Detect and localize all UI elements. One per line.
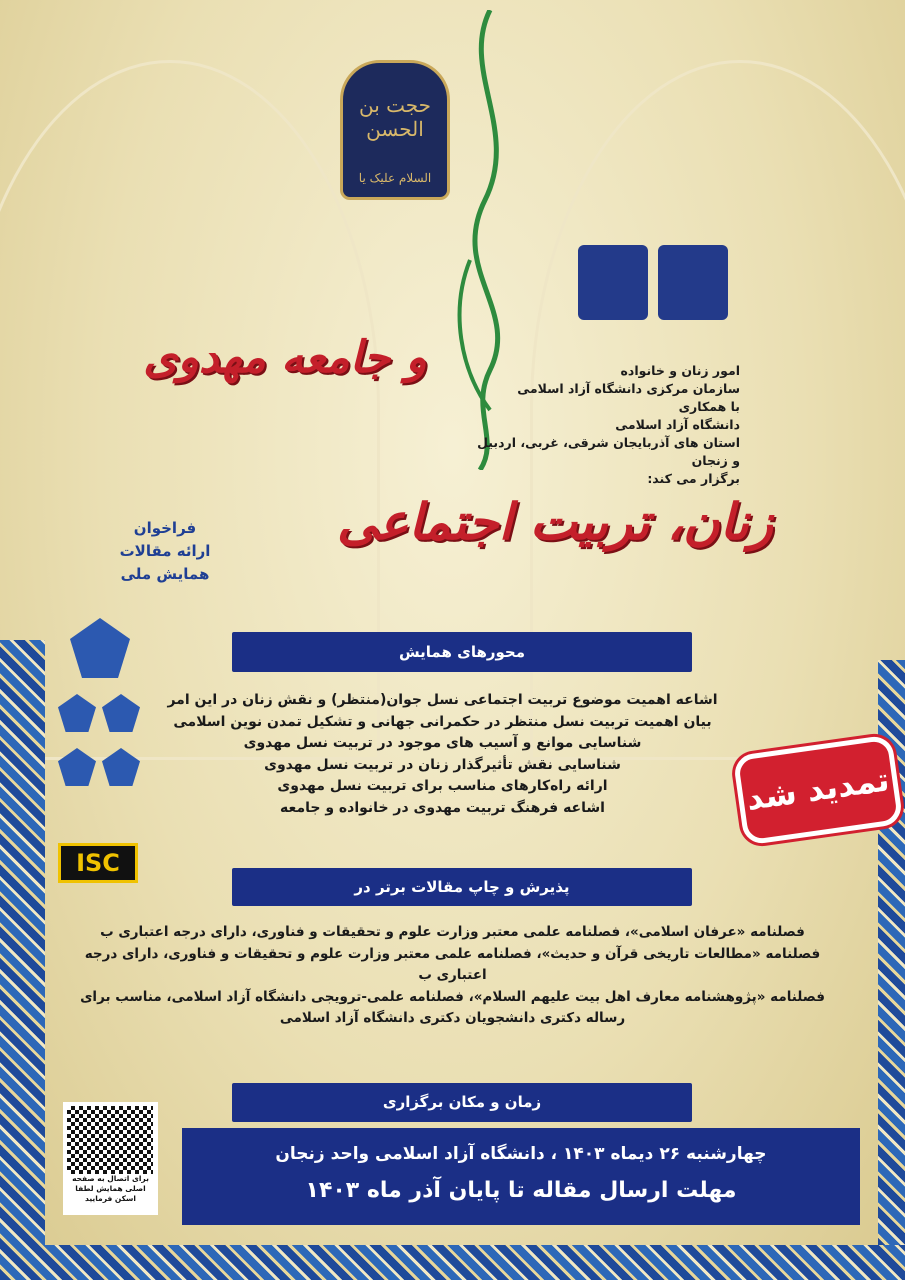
- topic-item: شناسایی نقش تأثیرگذار زنان در تربیت نسل مهدوی: [264, 756, 621, 773]
- tile-border-left: [0, 640, 45, 1280]
- journals-list: [80, 922, 825, 1030]
- qr-code[interactable]: [63, 1102, 158, 1215]
- organizer-logos: [578, 245, 728, 320]
- topic-item: ارائه راه‌کارهای مناسب برای تربیت نسل مهدوی: [277, 778, 608, 794]
- partner-logo: [58, 748, 96, 786]
- badge-greeting: السلام علیک یا: [358, 171, 432, 185]
- organizer-line: برگزار می کند:: [647, 471, 740, 486]
- title-line-1: و جامعه مهدوی: [143, 332, 427, 383]
- organizer-line: استان های آذربایجان شرقی، غربی، اردبیل و زنجان: [477, 435, 740, 468]
- topic-item: اشاعه فرهنگ تربیت مهدوی در خانواده و جامعه: [280, 799, 605, 816]
- partner-logo: [102, 694, 140, 732]
- extended-stamp: تمدید شد: [733, 734, 904, 845]
- topics-heading: محورهای همایش: [232, 632, 692, 672]
- call-line: ارائه مقالات: [119, 542, 211, 560]
- organizer-line: با همکاری: [678, 399, 740, 414]
- publish-heading: پذیرش و چاپ مقالات برتر در: [232, 868, 692, 906]
- azad-university-logo: [578, 245, 648, 320]
- call-for-papers: [100, 517, 230, 586]
- topic-item: بیان اهمیت تربیت نسل منتظر در حکمرانی جهانی و تشکیل تمدن نوین اسلامی: [173, 713, 712, 730]
- partner-logo: [70, 618, 130, 678]
- submission-deadline: مهلت ارسال مقاله تا پایان آذر ماه ۱۴۰۳: [305, 1178, 737, 1203]
- qr-caption: برای اتصال به صفحه اصلی همایش لطفا اسکن فرمایید: [72, 1174, 149, 1203]
- mahdaviat-secretariat-logo: [658, 245, 728, 320]
- venue-heading: زمان و مکان برگزاری: [232, 1083, 692, 1122]
- partner-logo: [102, 748, 140, 786]
- journal-item: فصلنامه «عرفان اسلامی»، فصلنامه علمی معتبر وزارت علوم و تحقیقات و فناوری، دارای درجه اعتباری ب: [100, 924, 805, 940]
- venue-box: [182, 1128, 860, 1225]
- partner-logo: [58, 694, 96, 732]
- call-line: همایش ملی: [120, 565, 210, 583]
- call-line: فراخوان: [133, 519, 197, 537]
- journal-item: فصلنامه «مطالعات تاریخی قرآن و حدیث»، فصلنامه علمی معتبر وزارت علوم و تحقیقات و فناوری، دارای درجه اعتباری ب: [84, 945, 821, 983]
- organizer-line: دانشگاه آزاد اسلامی: [615, 417, 740, 432]
- date-location: چهارشنبه ۲۶ دیماه ۱۴۰۳ ، دانشگاه آزاد اسلامی واحد زنجان: [275, 1144, 767, 1164]
- badge-name: حجت بن الحسن: [358, 93, 432, 141]
- tile-border-bottom: [0, 1245, 905, 1280]
- organizer-line: امور زنان و خانواده: [620, 363, 740, 378]
- title-line-2: زنان، تربیت اجتماعی: [336, 492, 774, 551]
- journal-item: فصلنامه «پژوهشنامه معارف اهل بیت علیهم السلام»، فصلنامه علمی-ترویجی دانشگاه آزاد اسلامی، مناسب برای رساله دکتری دانشجویان دکتری دانشگاه آزاد اسلامی: [80, 988, 825, 1026]
- qr-code-image[interactable]: [67, 1106, 153, 1174]
- topics-list: [160, 690, 725, 819]
- organizer-line: سازمان مرکزی دانشگاه آزاد اسلامی: [517, 381, 740, 396]
- topic-item: شناسایی موانع و آسیب های موجود در تربیت نسل مهدوی: [243, 735, 642, 751]
- organizers-text: [470, 362, 890, 488]
- isc-logo: ISC: [58, 843, 138, 883]
- topic-item: اشاعه اهمیت موضوع تربیت اجتماعی نسل جوان(منتظر) و نقش زنان در این امر: [167, 692, 718, 708]
- hujjat-badge: [340, 60, 450, 200]
- partner-logos: [55, 612, 150, 796]
